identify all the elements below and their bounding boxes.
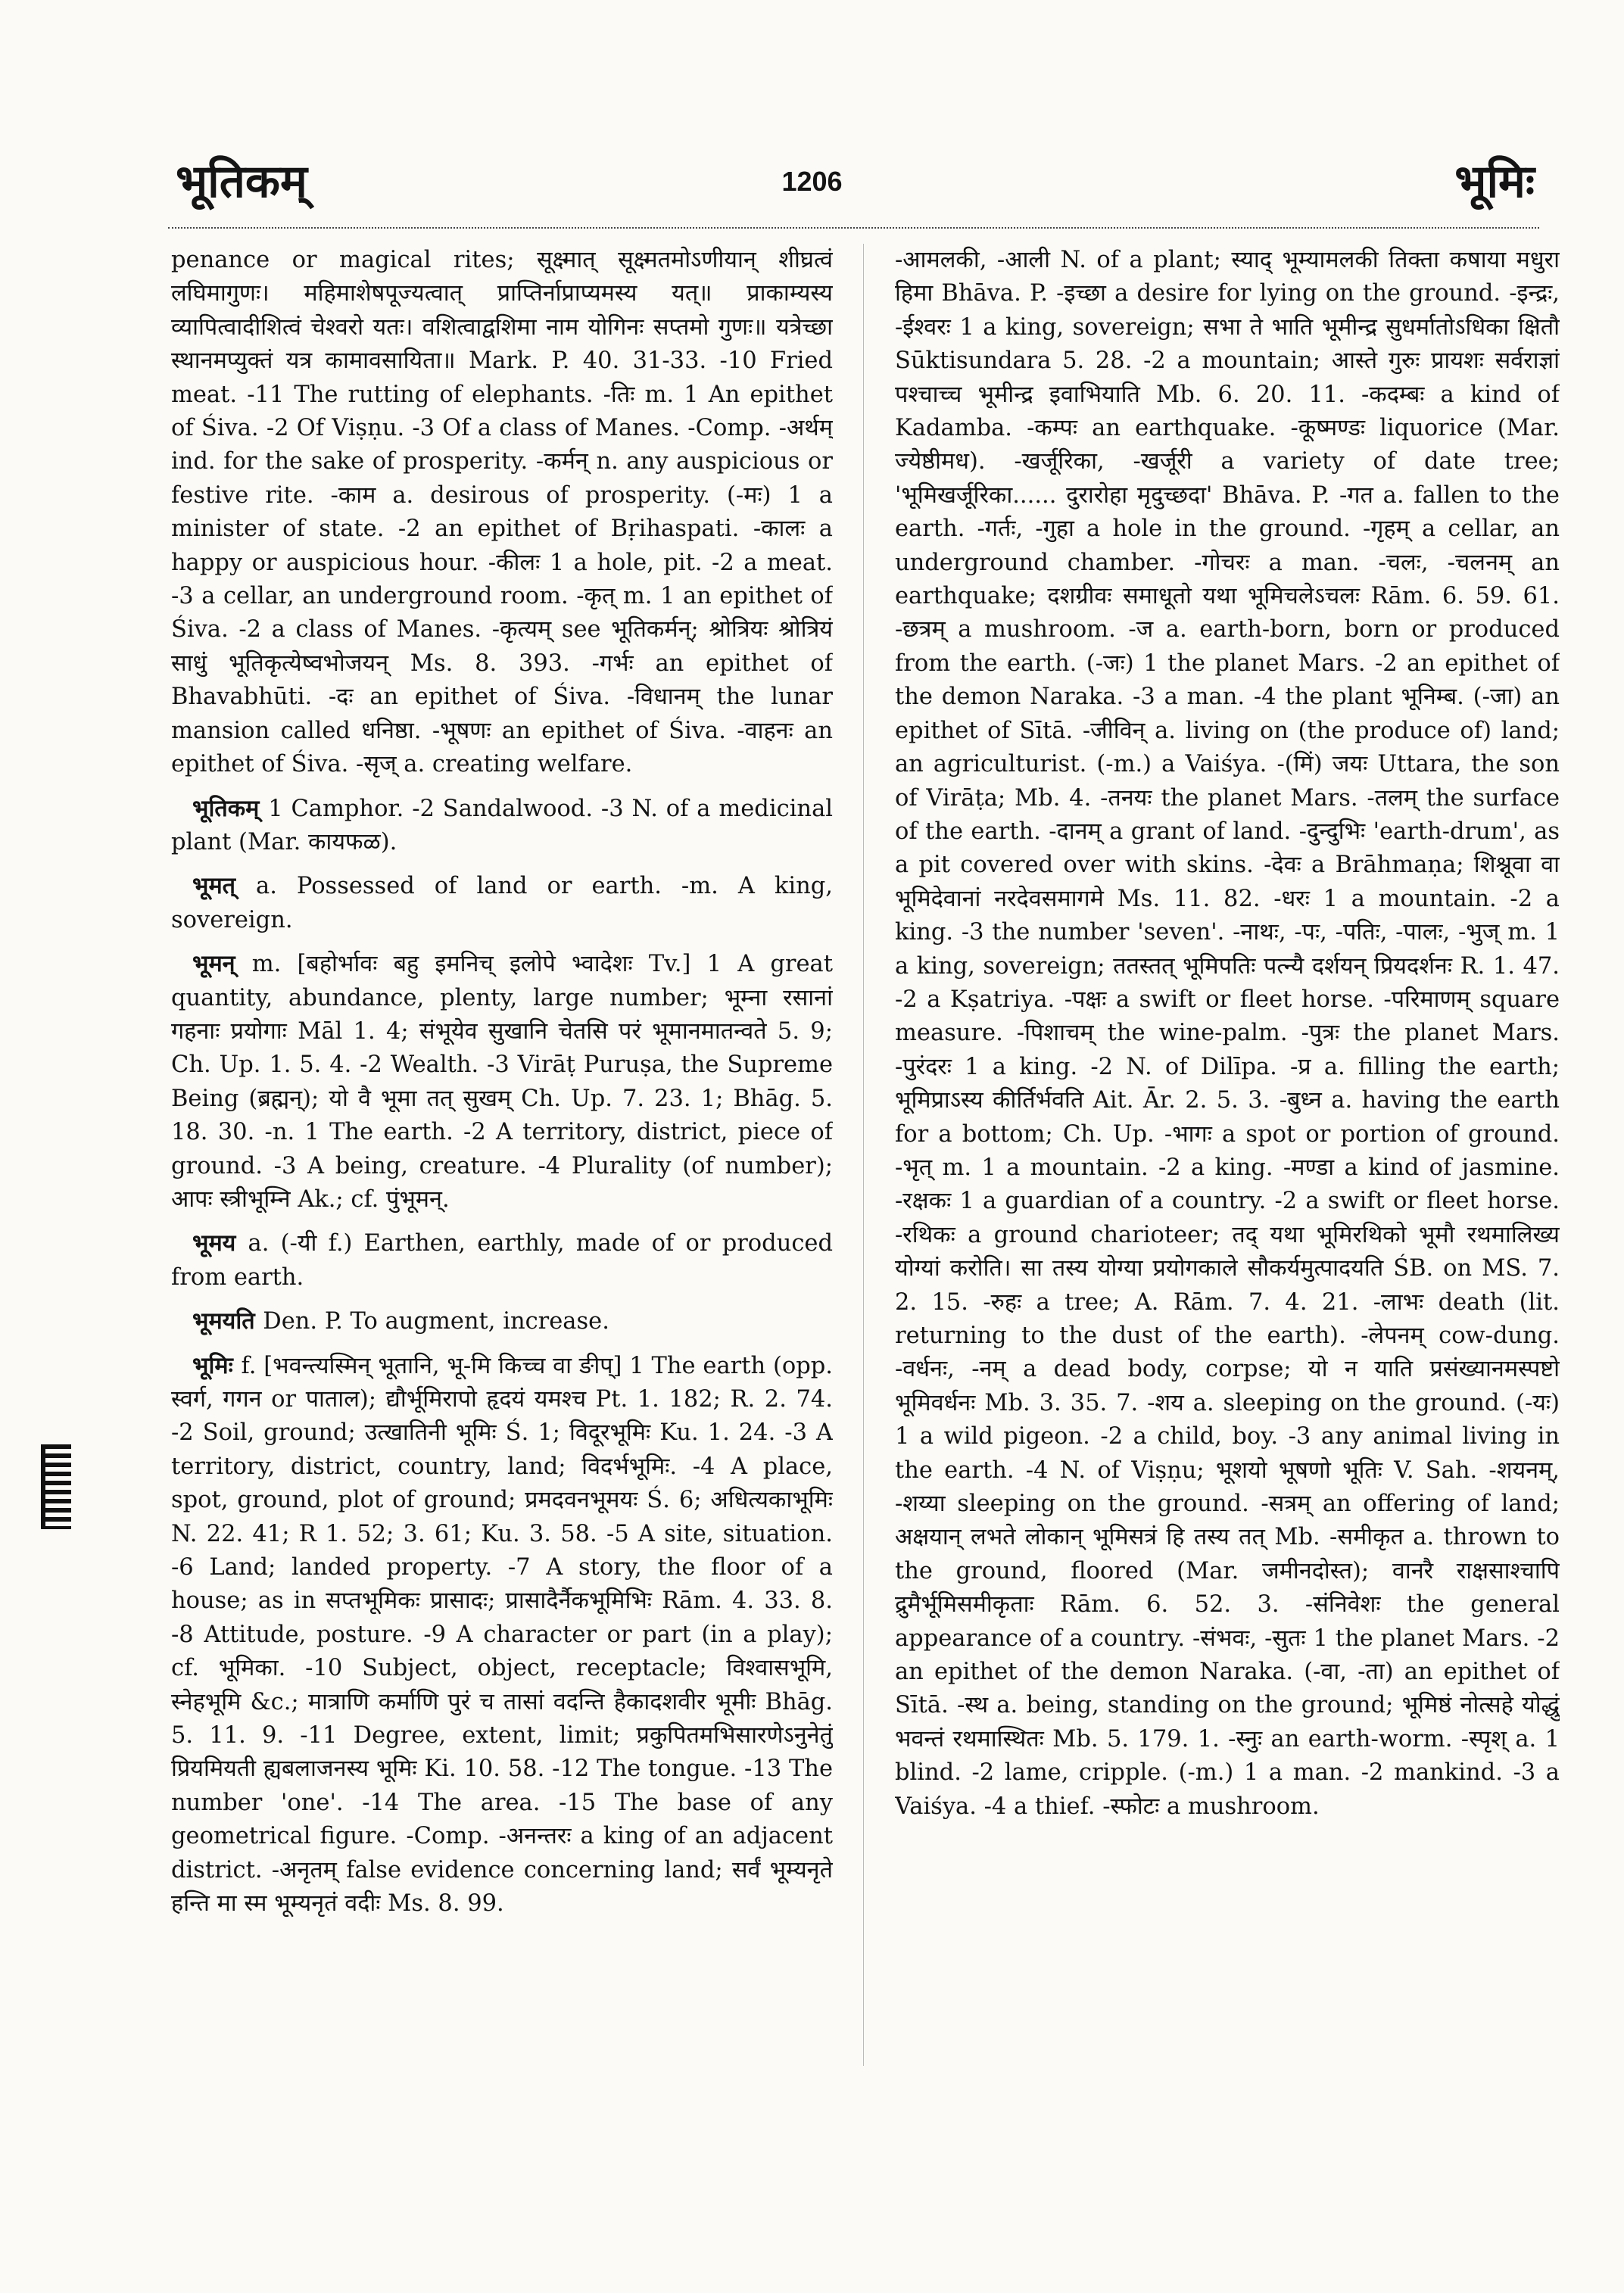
entry-definition: a. (-यी f.) Earthen, earthly, made of or produced from earth. <box>171 1230 833 1291</box>
entry-headword: भूतिकम् <box>192 794 260 822</box>
dictionary-entry <box>171 1304 833 1338</box>
margin-thumb-index-mark <box>41 1444 71 1529</box>
left-guide-word: भूतिकम् <box>176 155 307 208</box>
entry-headword: भूमत् <box>192 872 236 900</box>
entry-definition: a. Possessed of land or earth. -m. A king, sovereign. <box>171 873 833 933</box>
column-separator <box>863 244 864 2066</box>
right-guide-word: भूमिः <box>1454 155 1535 208</box>
entry-headword: भूमयति <box>192 1307 255 1335</box>
right-column <box>895 244 1560 2248</box>
dictionary-entry <box>171 947 833 1217</box>
entry-definition: Den. P. To augment, increase. <box>263 1308 609 1335</box>
entry-definition: -आमलकी, -आली N. of a plant; स्याद् भूम्यामलकी तिक्ता कषाया मधुरा हिमा Bhāva. P. -इच्छा a desire for lying on the ground. -इन्द्रः, -ईश्वरः 1 a king, sovereign; सभा ते भाति भूमीन्द्र सुधर्मातोऽधिका क्षितौ Sūktisundara 5. 28. -2 a mountain; आस्ते गुरुः प्रायशः सर्वराज्ञां पश्चाच्च भूमीन्द्र इवाभियाति Mb. 6. 20. 11. -कदम्बः a kind of Kadamba. -कम्पः an earthquake. -कूष्मण्डः liquorice (Mar. ज्येष्ठीमध). -खर्जूरिका, -खर्जूरी a variety of date tree; 'भूमिखर्जूरिका...... दुरारोहा मृदुच्छदा' Bhāva. P. -गत a. fallen to the earth. -गर्तः, -गुहा a hole in the ground. -गृहम् a cellar, an underground chamber. -गोचरः a man. -चलः, -चलनम् an earthquake; दशग्रीवः समाधूतो यथा भूमिचलेऽचलः Rām. 6. 59. 61. -छत्रम् a mushroom. -ज a. earth-born, born or produced from the earth. (-जः) 1 the planet Mars. -2 an epithet of the demon Naraka. -3 a man. -4 the plant भूनिम्ब. (-जा) an epithet of Sītā. -जीविन् a. living on (the produce of) land; an agriculturist. (-m.) a Vaiśya. -(मिं) जयः Uttara, the son of Virāṭa; Mb. 4. -तनयः the planet Mars. -तलम् the surface of the earth. -दानम् a grant of land. -दुन्दुभिः 'earth-drum', as a pit covered over with skins. -देवः a Brāhmaṇa; शिश्नूवा वा भूमिदेवानां नरदेवसमागमे Ms. 11. 82. -धरः 1 a mountain. -2 a king. -3 the number 'seven'. -नाथः, -पः, -पतिः, -पालः, -भुज् m. 1 a king, sovereign; ततस्तत् भूमिपतिः पत्न्यै दर्शयन् प्रियदर्शनः R. 1. 47. -2 a Kṣatriya. -पक्षः a swift or fleet horse. -परिमाणम् square measure. -पिशाचम् the wine-palm. -पुत्रः the planet Mars. -पुरंदरः 1 a king. -2 N. of Dilīpa. -प्र a. filling the earth; भूमिप्राऽस्य कीर्तिर्भवति Ait. Ār. 2. 5. 3. -बुध्न a. having the earth for a bottom; Ch. Up. -भागः a spot or portion of ground. -भृत् m. 1 a mountain. -2 a king. -मण्डा a kind of jasmine. -रक्षकः 1 a guardian of a country. -2 a swift or fleet horse. -रथिकः a ground charioteer; तद् यथा भूमिरथिको भूमौ रथमालिख्य योग्यां करोति। सा तस्य योग्या प्रयोगकाले सौकर्यमुत्पादयति ŚB. on MS. 7. 2. 15. -रुहः a tree; A. Rām. 7. 4. 21. -लाभः death (lit. returning to the dust of the earth). -लेपनम् cow-dung. -वर्धनः, -नम् a dead body, corpse; यो न याति प्रसंख्यानमस्पष्टो भूमिवर्धनः Mb. 3. 35. 7. -शय a. sleeping on the ground. (-यः) 1 a wild pigeon. -2 a child, boy. -3 any animal living in the earth. -4 N. of Viṣṇu; भूशयो भूषणो भूतिः V. Sah. -शयनम्, -शय्या sleeping on the ground. -सत्रम् an offering of land; अक्षयान् लभते लोकान् भूमिसत्रं हि तस्य तत् Mb. -समीकृत a. thrown to the ground, floored (Mar. जमीनदोस्त); वानरै राक्षसाश्चापि द्रुमैर्भूमिसमीकृताः Rām. 6. 52. 3. -संनिवेशः the general appearance of a country. -संभवः, -सुतः 1 the planet Mars. -2 an epithet of the demon Naraka. (-वा, -ता) an epithet of Sītā. -स्थ a. being, standing on the ground; भूमिष्ठं नोत्सहे योद्धुं भवन्तं रथमास्थितः Mb. 5. 179. 1. -स्नुः an earth-worm. -स्पृश् a. 1 blind. -2 lame, cripple. (-m.) 1 a man. -2 mankind. -3 a Vaiśya. -4 a thief. -स्फोटः a mushroom. <box>895 247 1560 1820</box>
entry-definition: 1 Camphor. -2 Sandalwood. -3 N. of a medicinal plant (Mar. कायफळ). <box>171 795 833 855</box>
entry-definition: m. [बहोर्भावः बहु इमनिच् इलोपे भ्वादेशः Tv.] 1 A great quantity, abundance, plenty, large number; भूम्ना रसानां गहनाः प्रयोगाः Māl 1. 4; संभूयेव सुखानि चेतसि परं भूमानमातन्वते 5. 9; Ch. Up. 1. 5. 4. -2 Wealth. -3 Virāṭ Puruṣa, the Supreme Being (ब्रह्मन्); यो वै भूमा तत् सुखम् Ch. Up. 7. 23. 1; Bhāg. 5. 18. 30. -n. 1 The earth. -2 A territory, district, piece of ground. -3 A being, creature. -4 Plurality (of number); आपः स्त्रीभूम्नि Ak.; cf. पुंभूमन्. <box>171 951 833 1213</box>
page-number: 1206 <box>781 166 843 197</box>
dictionary-entry <box>171 1349 833 1921</box>
entry-definition: f. [भवन्त्यस्मिन् भूतानि, भू-मि किच्च वा ङीप्] 1 The earth (opp. स्वर्ग, गगन or पाताल); द्यौर्भूमिरापो हृदयं यमश्च Pt. 1. 182; R. 2. 74. -2 Soil, ground; उत्खातिनी भूमिः Ś. 1; विदूरभूमिः Ku. 1. 24. -3 A territory, district, country, land; विदर्भभूमिः. -4 A place, spot, ground, plot of ground; प्रमदवनभूमयः Ś. 6; अधित्यकाभूमिः N. 22. 41; R 1. 52; 3. 61; Ku. 3. 58. -5 A site, situation. -6 Land; landed property. -7 A story, the floor of a house; as in सप्तभूमिकः प्रासादः; प्रासादैर्नैकभूमिभिः Rām. 4. 33. 8. -8 Attitude, posture. -9 A character or part (in a play); cf. भूमिका. -10 Subject, object, receptacle; विश्वासभूमि, स्नेहभूमि &c.; मात्राणि कर्माणि पुरं च तासां वदन्ति हैकादशवीर भूमीः Bhāg. 5. 11. 9. -11 Degree, extent, limit; प्रकुपितमभिसारणेऽनुनेतुं प्रियमियती ह्यबलाजनस्य भूमिः Ki. 10. 58. -12 The tongue. -13 The number 'one'. -14 The area. -15 The base of any geometrical figure. -Comp. -अनन्तरः a king of an adjacent district. -अनृतम् false evidence concerning land; सर्वं भूम्यनृते हन्ति मा स्म भूम्यनृतं वदीः Ms. 8. 99. <box>171 1352 833 1918</box>
dictionary-entry <box>171 244 833 782</box>
entry-headword: भूमन् <box>192 950 235 978</box>
entry-definition: penance or magical rites; सूक्ष्मात् सूक्ष्मतमोऽणीयान् शीघ्रत्वं लघिमागुणः। महिमाशेषपूज्यत्वात् प्राप्तिर्नाप्राप्यमस्य यत्॥ प्राकाम्यस्य व्यापित्वादीशित्वं चेश्वरो यतः। वशित्वाद्वशिमा नाम योगिनः सप्तमो गुणः॥ यत्रेच्छा स्थानमप्युक्तं यत्र कामावसायिता॥ Mark. P. 40. 31-33. -10 Fried meat. -11 The rutting of elephants. -तिः m. 1 An epithet of Śiva. -2 Of Viṣṇu. -3 Of a class of Manes. -Comp. -अर्थम् ind. for the sake of prosperity. -कर्मन् n. any auspicious or festive rite. -काम a. desirous of prosperity. (-मः) 1 a minister of state. -2 an epithet of Bṛihaspati. -कालः a happy or auspicious hour. -कीलः 1 a hole, pit. -2 a meat. -3 a cellar, an underground room. -कृत् m. 1 an epithet of Śiva. -2 a class of Manes. -कृत्यम् see भूतिकर्मन्; श्रोत्रियः श्रोत्रियं साधुं भूतिकृत्येष्वभोजयन् Ms. 8. 393. -गर्भः an epithet of Bhavabhūti. -दः an epithet of Śiva. -विधानम् the lunar mansion called धनिष्ठा. -भूषणः an epithet of Śiva. -वाहनः an epithet of Śiva. -सृज् a. creating welfare. <box>171 247 833 778</box>
entry-headword: भूमिः <box>192 1351 233 1379</box>
left-column <box>171 244 833 2248</box>
dictionary-entry <box>171 1226 833 1294</box>
dictionary-entry <box>171 869 833 937</box>
header-rule <box>168 227 1539 229</box>
entry-headword: भूमय <box>192 1229 236 1257</box>
dictionary-entry <box>895 244 1560 1824</box>
dictionary-entry <box>171 792 833 860</box>
